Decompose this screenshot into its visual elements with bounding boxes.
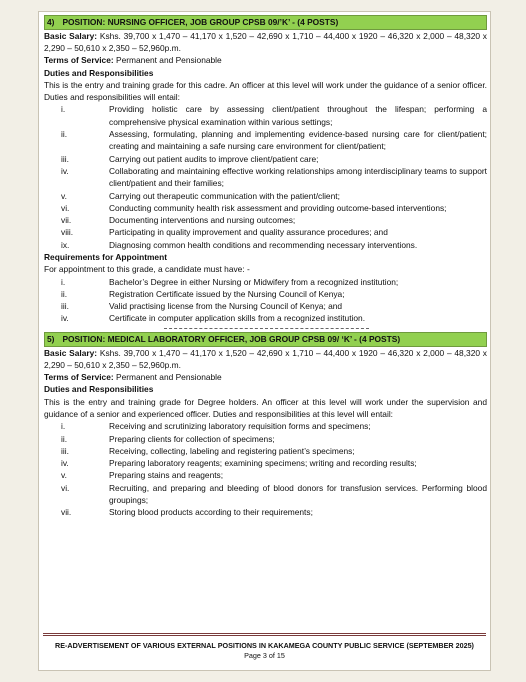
list-item xyxy=(44,202,487,214)
list-item-number: ii. xyxy=(61,129,68,140)
section-divider xyxy=(164,328,369,329)
list-item-text: Conducting community health risk assessment and providing outcome-based interventions; xyxy=(109,202,447,213)
list-item-number: v. xyxy=(61,190,67,201)
list-item-number: ii. xyxy=(61,433,68,444)
section4-duties-list xyxy=(44,103,487,251)
list-item xyxy=(44,420,487,432)
section5-duties-heading: Duties and Responsibilities xyxy=(44,384,154,395)
list-item xyxy=(44,239,487,251)
section5-salary-label: Basic Salary: xyxy=(44,347,98,358)
section5-number: 5) xyxy=(47,333,55,344)
section4-terms-label: Terms of Service: xyxy=(44,55,114,66)
section4-salary xyxy=(44,30,487,54)
section5-duties-intro: This is the entry and training grade for Degree holders. An officer at this level will work under the supervision and guidance of a senior and experienced officer. Duties and responsibilities at this level will entail: xyxy=(44,396,487,419)
list-item-text: Preparing clients for collection of specimens; xyxy=(109,433,275,444)
list-item-number: iv. xyxy=(61,165,69,176)
list-item-text: Collaborating and maintaining effective working relationships among interdisciplinary teams to support client/patient and their families; xyxy=(109,165,487,189)
section4-salary-label: Basic Salary: xyxy=(44,31,98,41)
list-item-number: iii. xyxy=(61,301,69,312)
section5-terms-text: Permanent and Pensionable xyxy=(116,372,222,383)
list-item xyxy=(44,506,487,518)
list-item-text: Documenting interventions and nursing outcomes; xyxy=(109,215,296,226)
list-item-text: Bachelor’s Degree in either Nursing or Midwifery from a recognized institution; xyxy=(109,276,399,287)
section4-terms xyxy=(44,54,487,66)
list-item xyxy=(44,445,487,457)
list-item-text: Carrying out therapeutic communication with the patient/client; xyxy=(109,190,340,201)
list-item-number: ix. xyxy=(61,239,70,250)
section4-salary-text: Kshs. 39,700 x 1,470 – 41,170 x 1,520 – 42,690 x 1,710 – 44,400 x 1920 – 46,320 x 2,000 – 48,320 x 2,290 – 50,610 x 2,350 – 52,960p.m. xyxy=(44,31,487,54)
list-item-number: i. xyxy=(61,421,66,432)
list-item-text: Diagnosing common health conditions and recommending necessary interventions. xyxy=(109,239,418,250)
section5-heading xyxy=(44,332,487,347)
list-item-number: iii. xyxy=(61,153,69,164)
list-item-text: Providing holistic care by assessing client/patient throughout the lifespan; performing a comprehensive physical examination within various settings; xyxy=(109,104,487,127)
list-item xyxy=(44,103,487,128)
section4-terms-text: Permanent and Pensionable xyxy=(116,55,222,66)
section4-title: POSITION: NURSING OFFICER, JOB GROUP CPSB 09/’K’ - (4 POSTS) xyxy=(62,17,339,27)
section5-salary xyxy=(44,347,487,371)
page-content xyxy=(44,15,487,519)
list-item-number: vii. xyxy=(61,215,72,226)
list-item-number: iii. xyxy=(61,445,69,456)
list-item-number: ii. xyxy=(61,288,68,299)
footer-title: RE-ADVERTISEMENT OF VARIOUS EXTERNAL POSITIONS IN KAKAMEGA COUNTY PUBLIC SERVICE (SEPTEMBER 2025) xyxy=(55,641,474,650)
list-item-number: vi. xyxy=(61,202,70,213)
list-item-text: Receiving and scrutinizing laboratory requisition forms and specimens; xyxy=(109,421,371,432)
list-item xyxy=(44,300,487,312)
list-item-number: i. xyxy=(61,104,66,115)
section4-duties-heading: Duties and Responsibilities xyxy=(44,67,154,78)
list-item-text: Carrying out patient audits to improve client/patient care; xyxy=(109,153,319,164)
list-item-text: Preparing stains and reagents; xyxy=(109,470,224,481)
page-number: Page 3 of 15 xyxy=(244,651,285,660)
list-item xyxy=(44,276,487,288)
list-item-text: Assessing, formulating, planning and implementing evidence-based nursing care for client/patient; creating and maintaining a safe nursing care environment for client/patient; xyxy=(109,129,487,152)
list-item-text: Participating in quality improvement and quality assurance procedures; and xyxy=(109,227,388,238)
list-item xyxy=(44,433,487,445)
list-item xyxy=(44,288,487,300)
list-item-text: Receiving, collecting, labeling and registering patient’s specimens; xyxy=(109,445,355,456)
list-item-text: Storing blood products according to their requirements; xyxy=(109,507,313,518)
list-item xyxy=(44,226,487,238)
list-item-text: Preparing laboratory reagents; examining specimens; writing and recording results; xyxy=(109,458,417,469)
section4-requirements-heading: Requirements for Appointment xyxy=(44,251,167,262)
list-item-number: vii. xyxy=(61,507,72,518)
list-item xyxy=(44,469,487,481)
list-item-number: iv. xyxy=(61,458,69,469)
list-item-text: Registration Certificate issued by the Nursing Council of Kenya; xyxy=(109,288,345,299)
section4-duties-intro: This is the entry and training grade for this cadre. An officer at this level will work under the guidance of a senior officer. Duties and responsibilities will entail: xyxy=(44,80,487,103)
list-item-number: v. xyxy=(61,470,67,481)
list-item-number: i. xyxy=(61,276,66,287)
section5-duties-list xyxy=(44,420,487,518)
list-item-number: vi. xyxy=(61,482,70,493)
list-item xyxy=(44,312,487,324)
list-item xyxy=(44,214,487,226)
document-page xyxy=(38,11,491,671)
list-item-number: iv. xyxy=(61,313,69,324)
section4-number: 4) xyxy=(47,17,55,27)
list-item xyxy=(44,165,487,190)
section5-salary-text: Kshs. 39,700 x 1,470 – 41,170 x 1,520 – 42,690 x 1,710 – 44,400 x 1920 – 46,320 x 2,000 – 48,320 x 2,290 – 50,610 x 2,350 – 52,960p.m. xyxy=(44,347,487,370)
section5-terms xyxy=(44,371,487,383)
section4-requirements-list xyxy=(44,276,487,325)
list-item xyxy=(44,153,487,165)
list-item xyxy=(44,190,487,202)
list-item-text: Certificate in computer application skills from a recognized institution. xyxy=(109,313,366,324)
page-footer xyxy=(43,633,486,661)
section4-heading xyxy=(44,15,487,30)
section4-requirements-intro: For appointment to this grade, a candidate must have: - xyxy=(44,264,250,275)
list-item xyxy=(44,457,487,469)
section5-title: POSITION: MEDICAL LABORATORY OFFICER, JOB GROUP CPSB 09/ ‘K’ - (4 POSTS) xyxy=(62,333,401,344)
list-item xyxy=(44,128,487,153)
list-item-text: Recruiting, and preparing and bleeding of blood donors for transfusion services. Performing blood groupings; xyxy=(109,482,487,505)
list-item xyxy=(44,482,487,507)
section5-terms-label: Terms of Service: xyxy=(44,372,114,383)
list-item-text: Valid practising license from the Nursing Council of Kenya; and xyxy=(109,301,343,312)
list-item-number: viii. xyxy=(61,227,74,238)
